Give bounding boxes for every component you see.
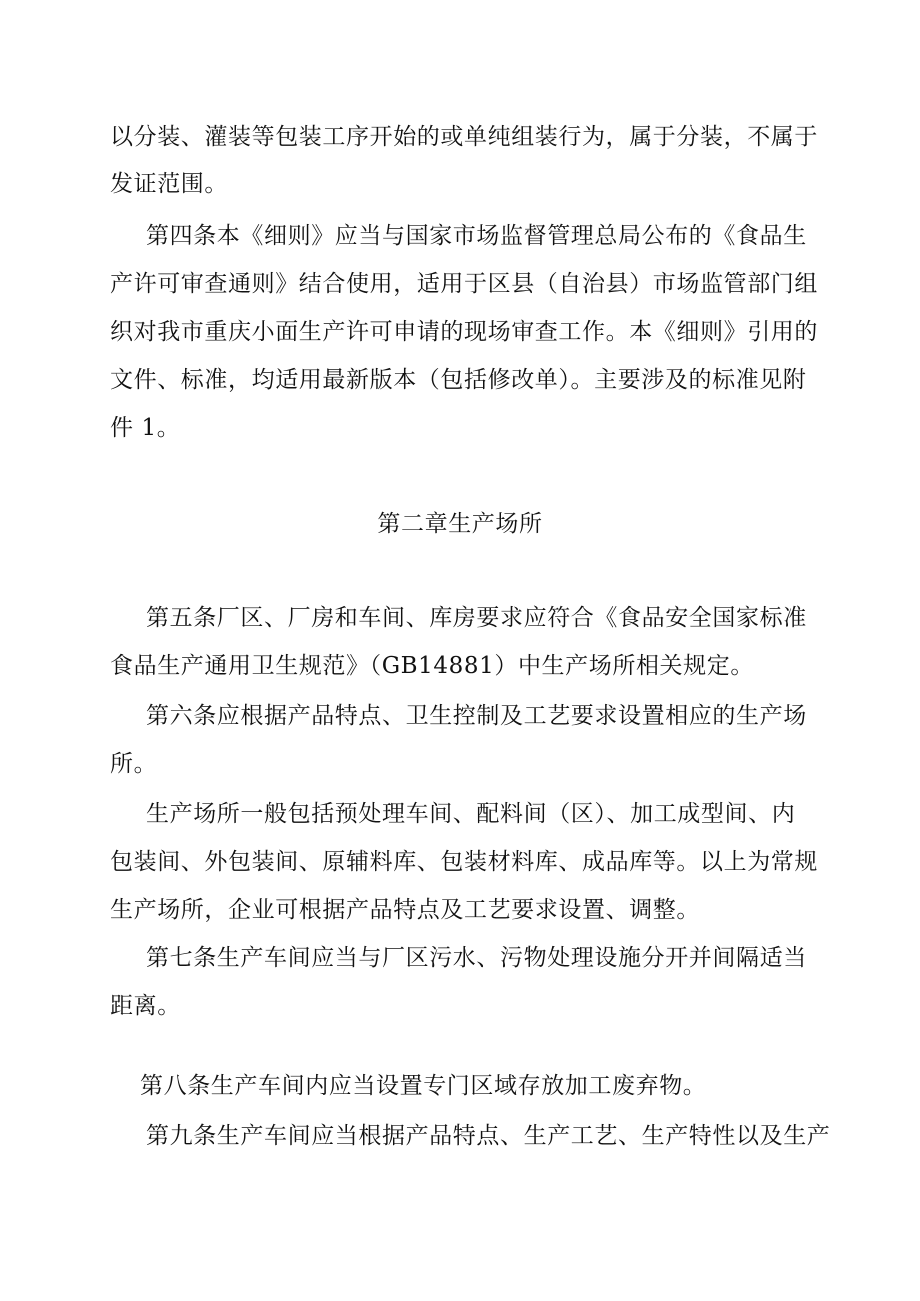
text-line: 所。 [110, 751, 158, 777]
text-line: 件 1。 [110, 415, 181, 441]
text-line: 包装间、外包装间、原辅料库、包装材料库、成品库等。以上为常规 [110, 849, 818, 875]
text-line: 发证范围。 [110, 171, 228, 197]
text-line: 距离。 [110, 993, 181, 1019]
text-line: 文件、标准，均适用最新版本（包括修改单）。主要涉及的标准见附 [110, 367, 807, 393]
text-line: 食品生产通用卫生规范》（GB14881）中生产场所相关规定。 [110, 653, 754, 679]
text-line: 生产场所一般包括预处理车间、配料间（区）、加工成型间、内 [146, 801, 796, 827]
text-line: 第四条本《细则》应当与国家市场监督管理总局公布的《食品生 [146, 223, 807, 249]
text-line: 第七条生产车间应当与厂区污水、污物处理设施分开并间隔适当 [146, 945, 807, 971]
text-line: 第九条生产车间应当根据产品特点、生产工艺、生产特性以及生产 [146, 1123, 831, 1149]
text-line: 第六条应根据产品特点、卫生控制及工艺要求设置相应的生产场 [146, 703, 807, 729]
text-line: 第八条生产车间内应当设置专门区域存放加工废弃物。 [140, 1073, 707, 1099]
chapter-heading: 第二章生产场所 [377, 511, 543, 537]
text-line: 以分装、灌装等包装工序开始的或单纯组装行为，属于分装，不属于 [110, 124, 818, 150]
text-line: 第五条厂区、厂房和车间、库房要求应符合《食品安全国家标准 [146, 605, 807, 631]
text-line: 织对我市重庆小面生产许可申请的现场审查工作。本《细则》引用的 [110, 319, 818, 345]
text-line: 生产场所，企业可根据产品特点及工艺要求设置、调整。 [110, 897, 700, 923]
text-line: 产许可审查通则》结合使用，适用于区县（自治县）市场监管部门组 [110, 271, 818, 297]
